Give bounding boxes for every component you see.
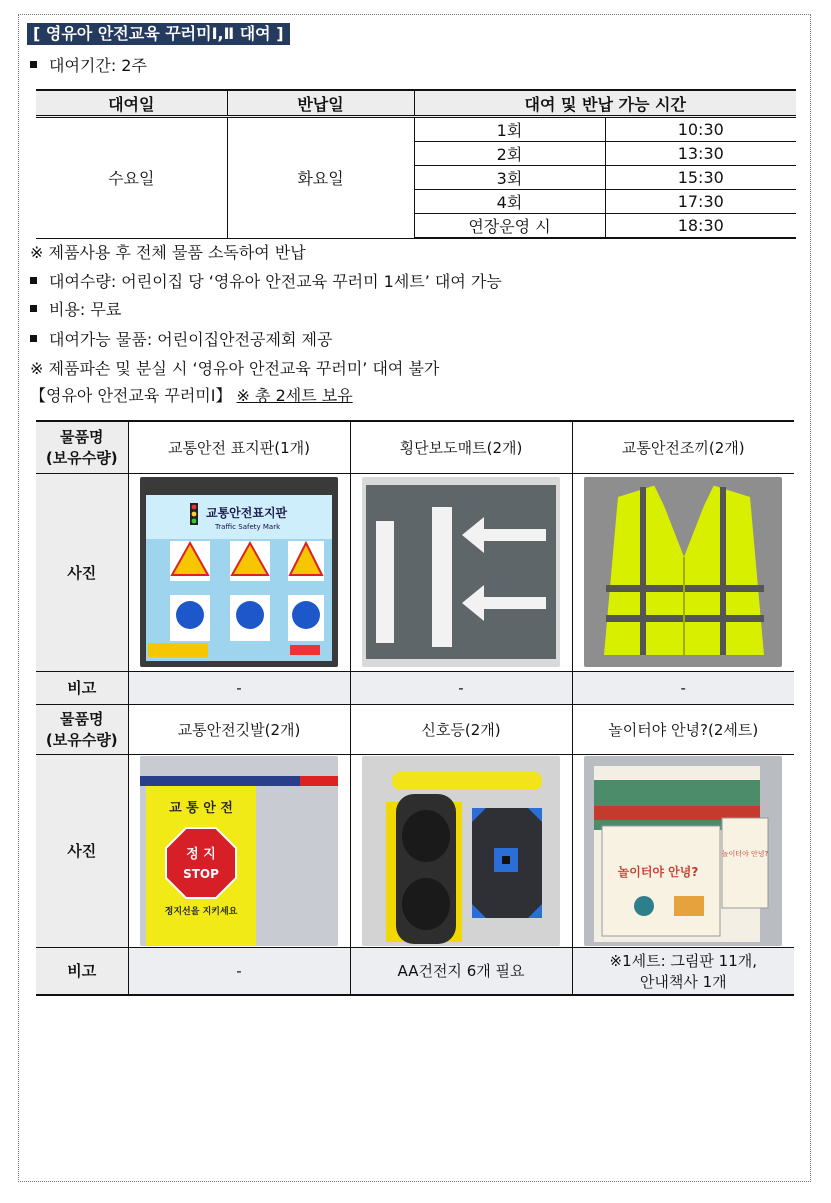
slot-time: 17:30 <box>605 190 796 214</box>
row-label-photo: 사진 <box>36 754 128 947</box>
item-remark: - <box>350 671 572 704</box>
rental-period-text: 대여기간: 2주 <box>49 56 147 75</box>
slot-label: 연장운영 시 <box>414 214 605 239</box>
item-remark: - <box>128 671 350 704</box>
traffic-sign-board-image <box>140 477 338 667</box>
label-item-qty: (보유수량) <box>45 449 118 468</box>
note-quantity-text: 대여수량: 어린이집 당 ‘영유아 안전교육 꾸러미 1세트’ 대여 가능 <box>49 272 502 291</box>
note-damage: ※ 제품파손 및 분실 시 ‘영유아 안전교육 꾸러미’ 대여 불가 <box>30 359 440 378</box>
header-rent-day: 대여일 <box>36 90 227 117</box>
slot-label: 1회 <box>414 117 605 142</box>
rent-day: 수요일 <box>36 117 227 239</box>
photo-cell <box>128 754 350 947</box>
slot-time: 18:30 <box>605 214 796 239</box>
item-name: 신호등(2개) <box>350 704 572 754</box>
slot-label: 2회 <box>414 142 605 166</box>
slot-time: 13:30 <box>605 142 796 166</box>
row-label-remark: 비고 <box>36 671 128 704</box>
item-name: 교통안전 표지판(1개) <box>128 421 350 473</box>
photo-cell <box>572 473 794 671</box>
row-label-item <box>36 704 128 754</box>
row-label-photo: 사진 <box>36 473 128 671</box>
bullet-icon <box>30 305 37 312</box>
sign-sub-text: Traffic Safety Mark <box>215 523 281 531</box>
booklet-title-text: 놀이터야 안녕? <box>721 849 769 858</box>
rental-period <box>30 53 147 76</box>
photo-cell <box>572 754 794 947</box>
slot-time: 15:30 <box>605 166 796 190</box>
bullet-icon <box>30 61 37 68</box>
bullet-icon <box>30 335 37 342</box>
flag-stop-en-text: STOP <box>183 866 219 881</box>
label-item-name: 물품명 <box>60 428 104 447</box>
flag-caption-text: 정지선을 지키세요 <box>164 906 238 917</box>
photo-cell <box>350 754 572 947</box>
item-remark <box>572 947 794 995</box>
row-label-remark: 비고 <box>36 947 128 995</box>
schedule-table <box>36 89 796 239</box>
safety-flag-image <box>140 756 338 946</box>
photo-cell <box>350 473 572 671</box>
bullet-icon <box>30 277 37 284</box>
row-label-item <box>36 421 128 473</box>
kit-title-text: 【영유아 안전교육 꾸러미Ⅰ】 <box>30 386 232 405</box>
header-return-day: 반납일 <box>227 90 414 117</box>
item-name: 횡단보도매트(2개) <box>350 421 572 473</box>
note-quantity <box>30 269 502 292</box>
sign-title-text: 교통안전표지판 <box>206 506 288 520</box>
crosswalk-mat-image <box>362 477 560 667</box>
item-remark-line: 안내책사 1개 <box>639 972 727 991</box>
item-name: 교통안전조끼(2개) <box>572 421 794 473</box>
item-remark: AA건전지 6개 필요 <box>350 947 572 995</box>
label-item-name: 물품명 <box>60 710 104 728</box>
items-table <box>36 420 794 996</box>
note-cost-text: 비용: 무료 <box>49 300 122 319</box>
return-day: 화요일 <box>227 117 414 239</box>
header-time: 대여 및 반납 가능 시간 <box>414 90 796 117</box>
slot-label: 3회 <box>414 166 605 190</box>
note-provider-text: 대여가능 물품: 어린이집안전공제회 제공 <box>49 330 333 349</box>
slot-time: 10:30 <box>605 117 796 142</box>
kit-title <box>30 383 353 406</box>
item-remark-line: ※1세트: 그림판 11개, <box>609 951 757 970</box>
kit-total: ※ 총 2세트 보유 <box>236 386 353 405</box>
note-disinfect: ※ 제품사용 후 전체 물품 소독하여 반납 <box>30 243 306 262</box>
book-title-text: 놀이터야 안녕? <box>617 864 699 879</box>
flag-stop-ko-text: 정 지 <box>186 846 216 862</box>
item-name: 교통안전깃발(2개) <box>128 704 350 754</box>
page-title: [ 영유아 안전교육 꾸러미Ⅰ,Ⅱ 대여 ] <box>27 23 290 45</box>
item-remark: - <box>128 947 350 995</box>
note-cost <box>30 297 121 320</box>
label-item-qty: (보유수량) <box>45 731 118 749</box>
photo-cell <box>128 473 350 671</box>
item-remark: - <box>572 671 794 704</box>
flag-title-text: 교 통 안 전 <box>169 800 233 816</box>
playground-book-image <box>584 756 782 946</box>
note-provider <box>30 327 332 350</box>
slot-label: 4회 <box>414 190 605 214</box>
item-name: 놀이터야 안녕?(2세트) <box>572 704 794 754</box>
safety-vest-image <box>584 477 782 667</box>
traffic-light-image <box>362 756 560 946</box>
